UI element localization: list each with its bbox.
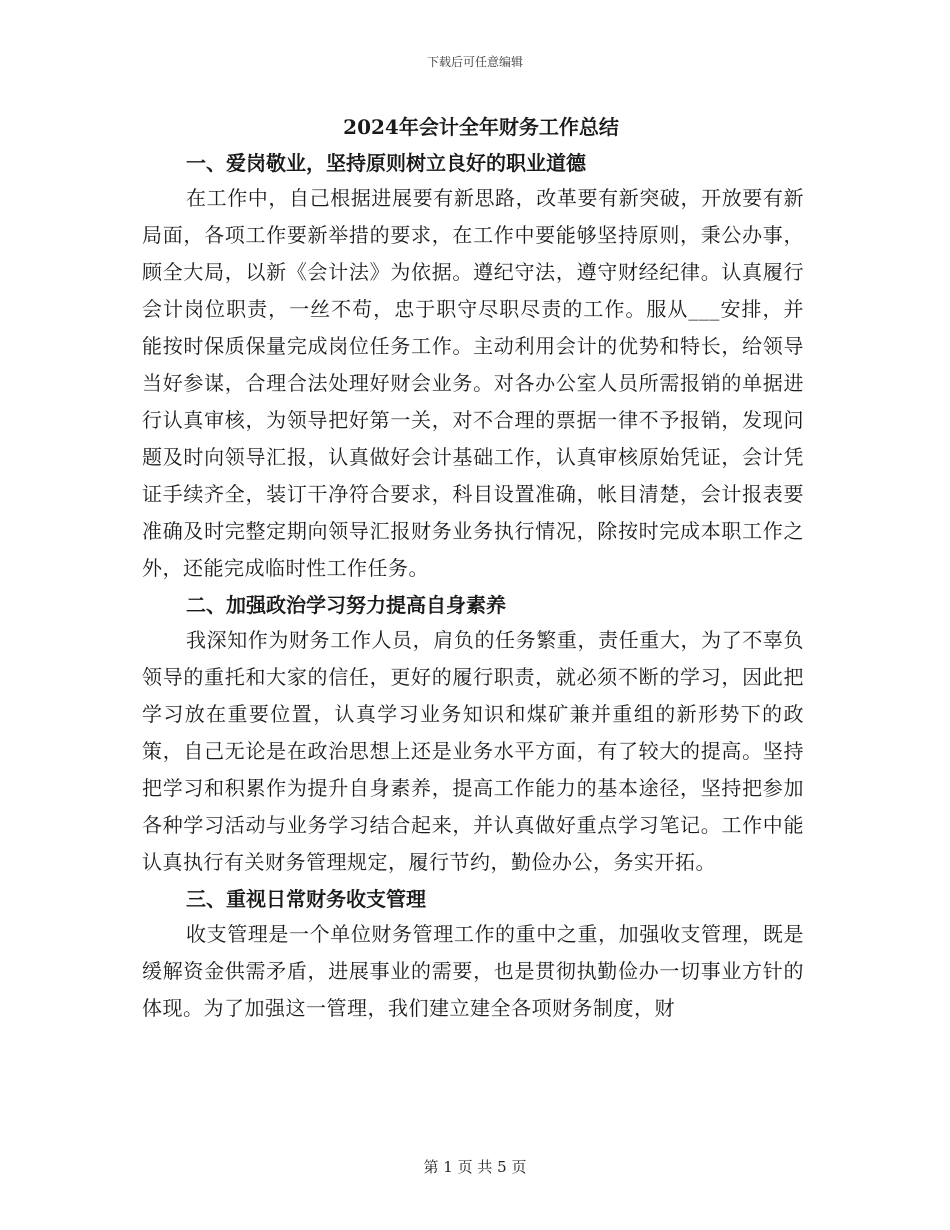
document-body (142, 110, 804, 1027)
section-heading: 一、爱岗敬业，坚持原则树立良好的职业道德 (186, 151, 586, 175)
paragraph: 我深知作为财务工作人员，肩负的任务繁重，责任重大，为了不辜负领导的重托和大家的信任，更好的履行职责，就必须不断的学习，因此把学习放在重要位置，认真学习业务知识和煤矿兼并重组的新形势下的政策，自己无论是在政治思想上还是业务水平方面，有了较大的提高。坚持把学习和积累作为提升自身素养，提高工作能力的基本途径，坚持把参加各种学习活动与业务学习结合起来，并认真做好重点学习笔记。工作中能认真执行有关财务管理规定，履行节约，勤俭办公，务实开拓。 (142, 628, 804, 874)
section-heading: 二、加强政治学习努力提高自身素养 (186, 593, 506, 617)
paragraph: 收支管理是一个单位财务管理工作的重中之重，加强收支管理，既是缓解资金供需矛盾，进展事业的需要，也是贯彻执勤俭办一切事业方针的体现。为了加强这一管理，我们建立建全各项财务制度，财 (142, 922, 804, 1020)
page-number: 第 1 页 共 5 页 (423, 1158, 527, 1176)
section-3 (142, 882, 804, 1027)
paragraph: 在工作中，自己根据进展要有新思路，改革要有新突破，开放要有新局面，各项工作要新举措的要求，在工作中要能够坚持原则，秉公办事，顾全大局，以新《会计法》为依据。遵纪守法，遵守财经纪律。认真履行会计岗位职责，一丝不苟，忠于职守尽职尽责的工作。服从___安排，并能按时保质保量完成岗位任务工作。主动利用会计的优势和特长，给领导当好参谋，合理合法处理好财会业务。对各办公室人员所需报销的单据进行认真审核，为领导把好第一关，对不合理的票据一律不予报销，发现问题及时向领导汇报，认真做好会计基础工作，认真审核原始凭证，会计凭证手续齐全，装订干净符合要求，科目设置准确，帐目清楚，会计报表要准确及时完整定期向领导汇报财务业务执行情况，除按时完成本职工作之外，还能完成临时性工作任务。 (142, 186, 804, 580)
section-1 (142, 146, 804, 587)
document-title: 2024年会计全年财务工作总结 (343, 115, 619, 139)
page-header-note: 下载后可任意编辑 (426, 55, 523, 69)
section-2 (142, 588, 804, 881)
section-heading: 三、重视日常财务收支管理 (186, 887, 426, 911)
